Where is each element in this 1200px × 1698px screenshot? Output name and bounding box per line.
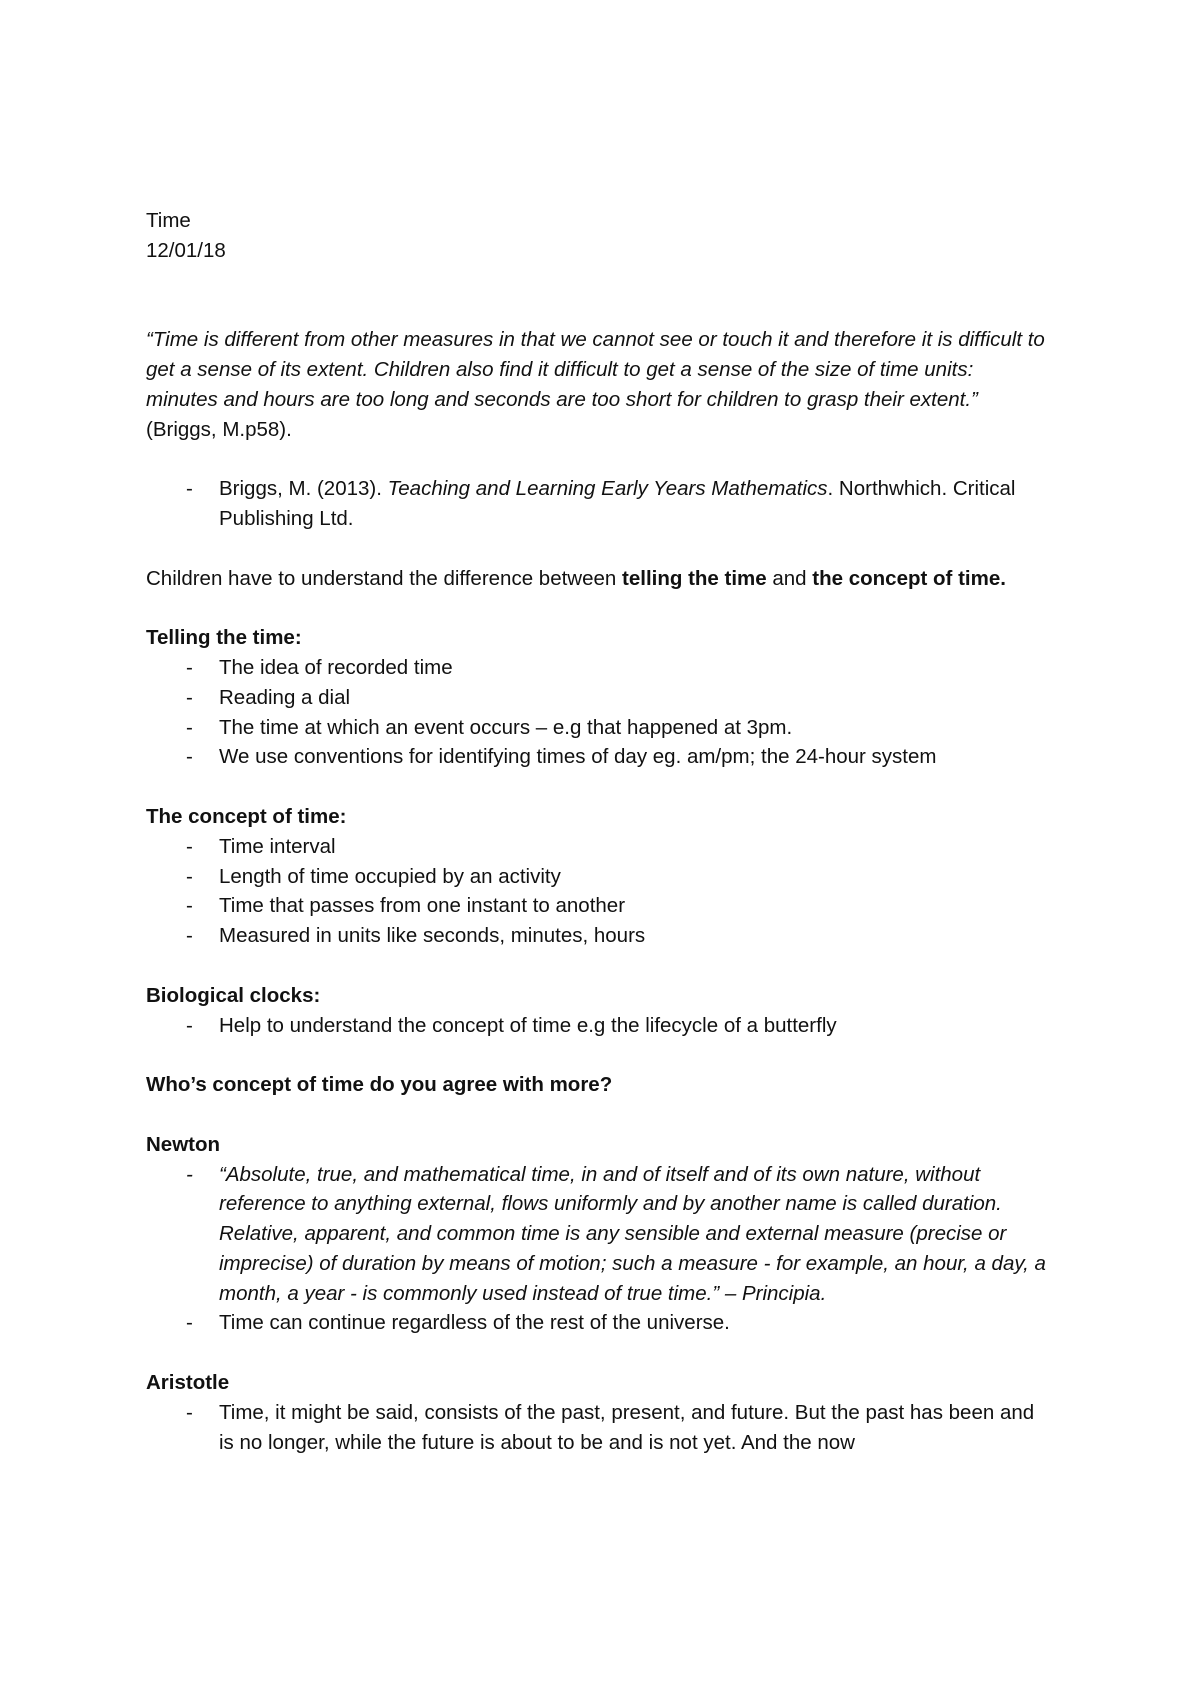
list-item: - Time interval — [146, 832, 1050, 862]
list-item: - We use conventions for identifying times of day eg. am/pm; the 24-hour system — [146, 742, 1050, 772]
reference-item: - Briggs, M. (2013). Teaching and Learning Early Years Mathematics. Northwhich. Critical Publishing Ltd. — [146, 474, 1050, 534]
aristotle-list — [146, 1398, 1050, 1458]
aristotle-heading: Aristotle — [146, 1371, 230, 1395]
concept-of-time-list — [146, 832, 1050, 951]
difference-paragraph: Children have to understand the difference between telling the time and the concept of time. — [146, 566, 1006, 590]
telling-the-time-heading: Telling the time: — [146, 626, 302, 650]
question-heading: Who’s concept of time do you agree with more? — [146, 1073, 613, 1097]
list-item: - The time at which an event occurs – e.g that happened at 3pm. — [146, 713, 1050, 743]
biological-clocks-heading: Biological clocks: — [146, 983, 321, 1007]
reference-book-title: Teaching and Learning Early Years Mathematics — [387, 477, 828, 501]
newton-list — [146, 1160, 1050, 1339]
list-item: - The idea of recorded time — [146, 653, 1050, 683]
document-title: Time — [146, 209, 191, 232]
newton-heading: Newton — [146, 1132, 221, 1156]
document-date: 12/01/18 — [146, 238, 226, 262]
reference-list — [146, 474, 1050, 534]
intro-quote: “Time is different from other measures in that we cannot see or touch it and therefore it is difficult to get a sense of its extent. Children also find it difficult to get a sense of the size of time units: minutes and hours are too long and seconds are too short for children to grasp their extent.” — [146, 328, 1045, 411]
list-item: - Time that passes from one instant to another — [146, 891, 1050, 921]
intro-quote-paragraph — [146, 325, 1050, 444]
list-item: - Help to understand the concept of time e.g the lifecycle of a butterfly — [146, 1011, 1050, 1041]
intro-quote-citation: (Briggs, M.p58). — [146, 417, 292, 441]
list-item: - Measured in units like seconds, minutes, hours — [146, 921, 1050, 951]
newton-quote: - “Absolute, true, and mathematical time, in and of itself and of its own nature, without reference to anything external, flows uniformly and by another name is called duration. Relative, apparent, and common time is any sensible and external measure (precise or imprecise) of duration by means of motion; such a measure - for example, an hour, a day, a month, a year - is commonly used instead of true time.” – Principia. — [146, 1160, 1050, 1309]
list-item: - Reading a dial — [146, 683, 1050, 713]
newton-point: - Time can continue regardless of the rest of the universe. — [146, 1308, 1050, 1338]
telling-the-time-list — [146, 653, 1050, 772]
aristotle-point: - Time, it might be said, consists of the past, present, and future. But the past has been and is no longer, while the future is about to be and is not yet. And the now — [146, 1398, 1050, 1458]
biological-clocks-list — [146, 1011, 1050, 1041]
concept-of-time-heading: The concept of time: — [146, 804, 347, 828]
list-item: - Length of time occupied by an activity — [146, 862, 1050, 892]
